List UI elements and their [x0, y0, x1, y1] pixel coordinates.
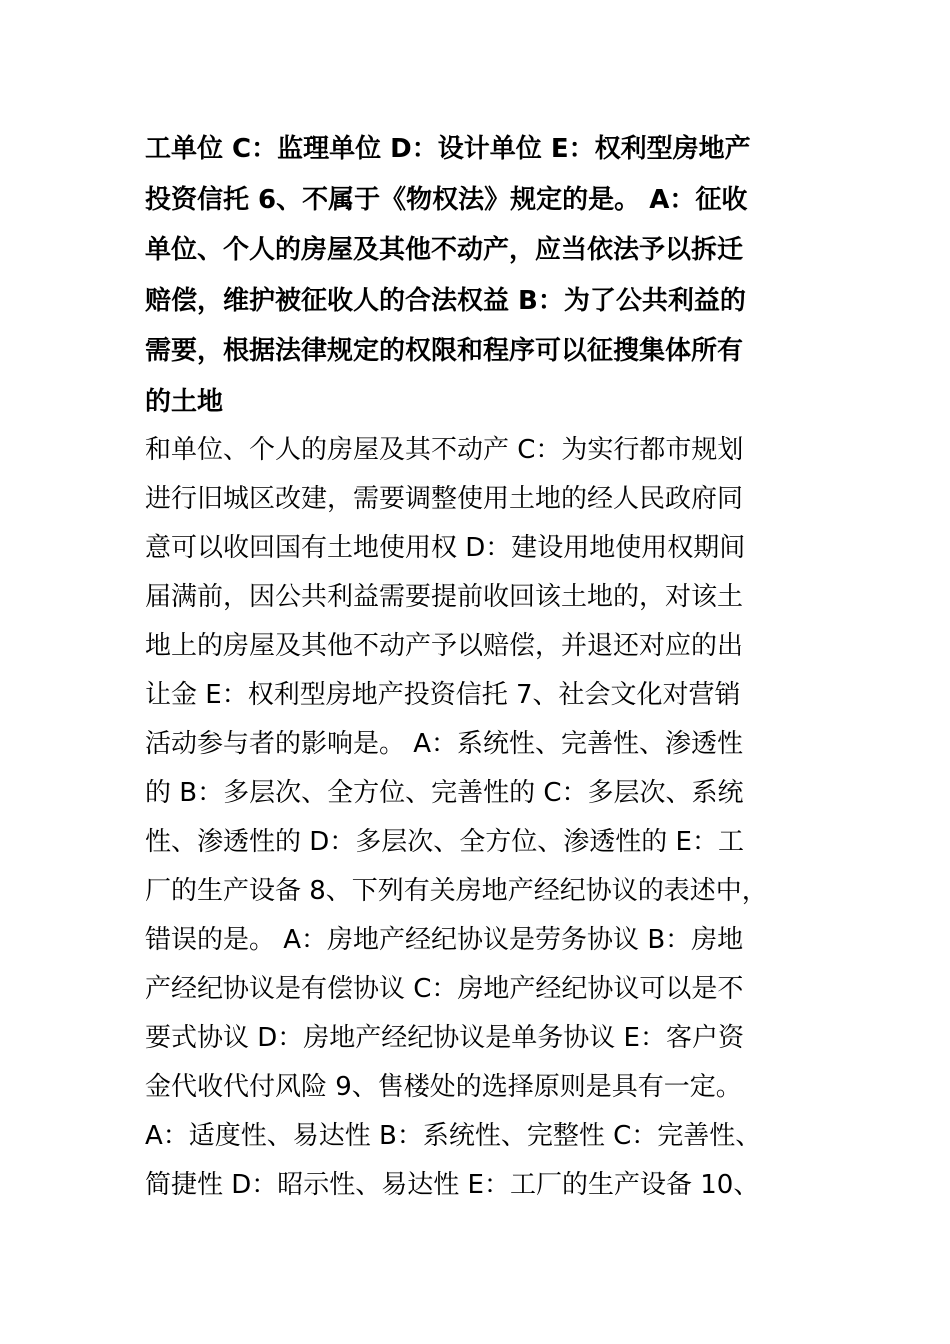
- text-line: 产经纪协议是有偿协议 C：房地产经纪协议可以是不: [145, 974, 744, 1004]
- text-line: 单位、个人的房屋及其他不动产，应当依法予以拆迁: [145, 235, 744, 265]
- text-line: 需要，根据法律规定的权限和程序可以征搜集体所有: [145, 336, 744, 366]
- text-line: 让金 E：权利型房地产投资信托 7、社会文化对营销: [145, 680, 741, 710]
- text-line: 工单位 C：监理单位 D：设计单位 E：权利型房地产: [145, 134, 751, 164]
- text-line: 意可以收回国有土地使用权 D：建设用地使用权期间: [145, 533, 746, 563]
- text-line: 届满前，因公共利益需要提前收回该土地的，对该土: [145, 582, 744, 612]
- text-line: 简捷性 D：昭示性、易达性 E：工厂的生产设备 10、: [145, 1170, 760, 1200]
- text-line: 的 B：多层次、全方位、完善性的 C：多层次、系统: [145, 778, 744, 808]
- text-line: 活动参与者的影响是。 A：系统性、完善性、渗透性: [145, 729, 744, 759]
- text-line: 错误的是。 A：房地产经纪协议是劳务协议 B：房地: [145, 925, 744, 955]
- text-line: 和单位、个人的房屋及其不动产 C：为实行都市规划: [145, 435, 744, 465]
- text-line: 金代收代付风险 9、售楼处的选择原则是具有一定。: [145, 1072, 742, 1102]
- text-line: 性、渗透性的 D：多层次、全方位、渗透性的 E：工: [145, 827, 744, 857]
- text-line: 要式协议 D：房地产经纪协议是单务协议 E：客户资: [145, 1023, 744, 1053]
- text-line: 地上的房屋及其他不动产予以赔偿，并退还对应的出: [145, 631, 744, 661]
- text-line: 赔偿，维护被征收人的合法权益 B：为了公共利益的: [145, 285, 746, 316]
- text-line: 的土地: [145, 386, 224, 417]
- body-paragraph: [145, 426, 835, 1210]
- text-line: 投资信托 6、不属于《物权法》规定的是。 A：征收: [145, 184, 748, 215]
- text-line: A：适度性、易达性 B：系统性、完整性 C：完善性、: [145, 1121, 762, 1151]
- text-line: 进行旧城区改建，需要调整使用土地的经人民政府同: [145, 484, 744, 514]
- text-line: 厂的生产设备 8、下列有关房地产经纪协议的表述中，: [145, 876, 768, 906]
- bold-paragraph: [145, 124, 835, 427]
